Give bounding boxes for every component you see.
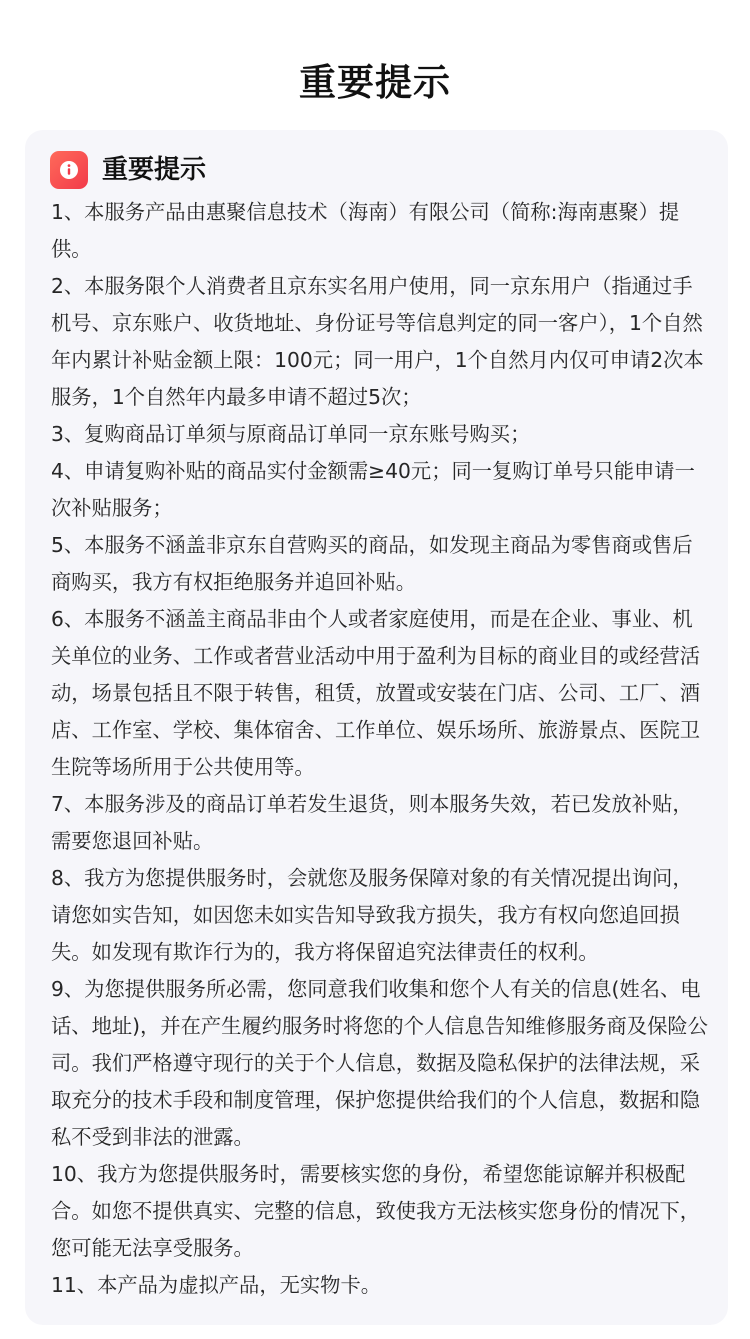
info-icon [50, 151, 88, 189]
term-item-3: 3、复购商品订单须与原商品订单同一京东账号购买； [51, 422, 531, 446]
term-item-5: 5、本服务不涵盖非京东自营购买的商品，如发现主商品为零售商或售后商购买，我方有权拒绝服务并追回补贴。 [51, 533, 693, 594]
term-item-9: 9、为您提供服务所必需，您同意我们收集和您个人有关的信息(姓名、电话、地址)，并在产生履约服务时将您的个人信息告知维修服务商及保险公司。我们严格遵守现行的关于个人信息，数据及隐私保护的法律法规，采取充分的技术手段和制度管理，保护您提供给我们的个人信息，数据和隐私不受到非法的泄露。 [51, 977, 708, 1149]
term-item-11: 11、本产品为虚拟产品，无实物卡。 [51, 1273, 382, 1297]
term-item-6: 6、本服务不涵盖主商品非由个人或者家庭使用，而是在企业、事业、机关单位的业务、工作或者营业活动中用于盈利为目标的商业目的或经营活动，场景包括且不限于转售，租赁，放置或安装在门店、公司、工厂、酒店、工作室、学校、集体宿舍、工作单位、娱乐场所、旅游景点、医院卫生院等场所用于公共使用等。 [51, 607, 701, 779]
term-item-10: 10、我方为您提供服务时，需要核实您的身份，希望您能谅解并积极配合。如您不提供真实、完整的信息，致使我方无法核实您身份的情况下，您可能无法享受服务。 [51, 1162, 701, 1260]
page-title: 重要提示 [299, 61, 451, 104]
term-item-4: 4、申请复购补贴的商品实付金额需≥40元；同一复购订单号只能申请一次补贴服务； [51, 459, 695, 520]
notice-title: 重要提示 [102, 155, 207, 185]
notice-card [25, 130, 728, 1325]
notice-header [50, 150, 206, 190]
term-item-8: 8、我方为您提供服务时，会就您及服务保障对象的有关情况提出询问，请您如实告知，如因您未如实告知导致我方损失，我方有权向您追回损失。如发现有欺诈行为的，我方将保留追究法律责任的权利。 [51, 866, 693, 964]
term-item-7: 7、本服务涉及的商品订单若发生退货，则本服务失效，若已发放补贴，需要您退回补贴。 [51, 792, 693, 853]
term-item-1: 1、本服务产品由惠聚信息技术（海南）有限公司（简称:海南惠聚）提供。 [51, 200, 680, 261]
term-item-2: 2、本服务限个人消费者且京东实名用户使用，同一京东用户（指通过手机号、京东账户、收货地址、身份证号等信息判定的同一客户），1个自然年内累计补贴金额上限：100元；同一用户，1个自然月内仅可申请2次本服务，1个自然年内最多申请不超过5次； [51, 274, 704, 409]
terms-list [51, 194, 711, 1304]
